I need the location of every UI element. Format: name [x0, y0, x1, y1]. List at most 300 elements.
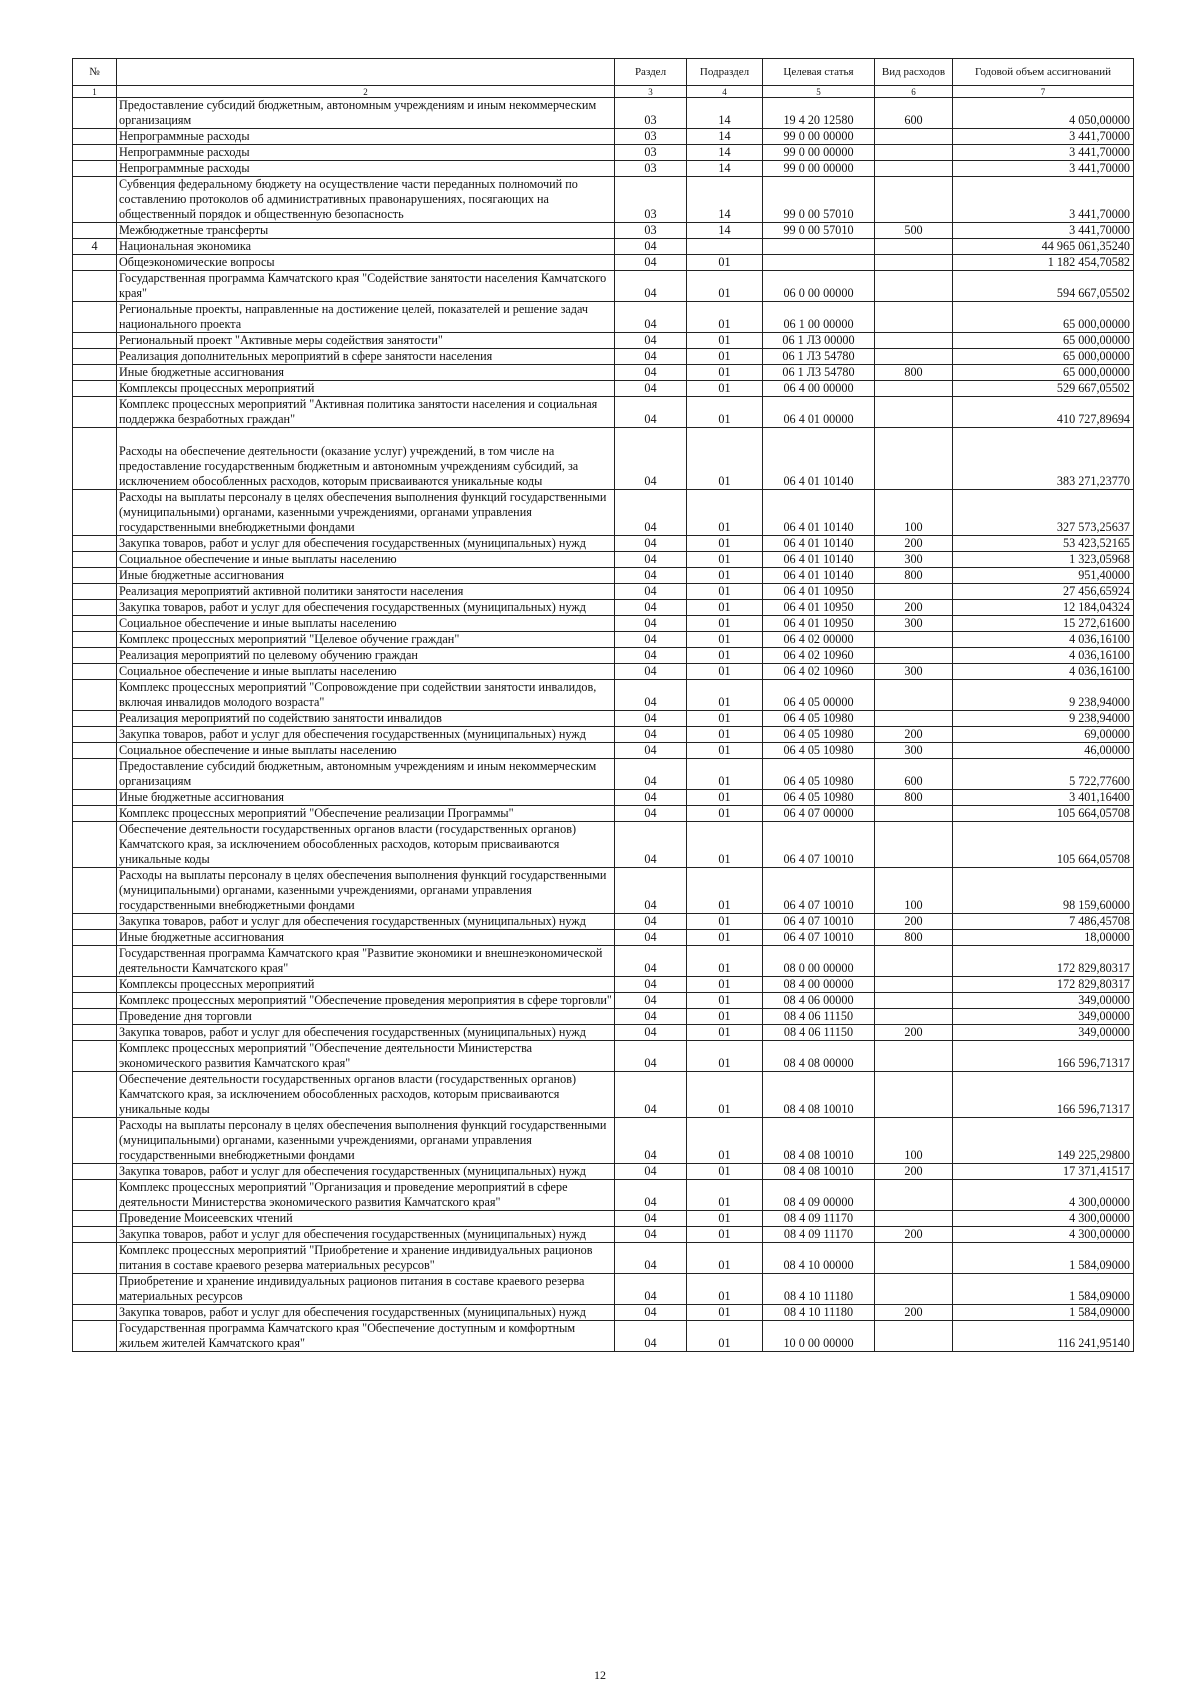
budget-table-sheet [72, 58, 1133, 1352]
table-row [73, 428, 1134, 490]
row-section: 04 [615, 616, 687, 632]
table-row [73, 536, 1134, 552]
row-number [73, 98, 117, 129]
row-amount: 529 667,05502 [953, 381, 1134, 397]
row-section: 04 [615, 255, 687, 271]
row-number [73, 568, 117, 584]
row-section: 04 [615, 680, 687, 711]
row-target-article: 06 4 07 10010 [763, 822, 875, 868]
row-expense-type [875, 255, 953, 271]
row-amount: 349,00000 [953, 1009, 1134, 1025]
row-target-article: 06 4 02 10960 [763, 664, 875, 680]
row-subsection: 01 [687, 1164, 763, 1180]
row-name: Субвенция федеральному бюджету на осуществление части переданных полномочий по составлению протоколов об административных правонарушениях, посягающих на общественный порядок и общественную безопасность [117, 177, 615, 223]
table-row [73, 397, 1134, 428]
row-expense-type: 300 [875, 552, 953, 568]
row-name: Комплекс процессных мероприятий "Организация и проведение мероприятий в сфере деятельности Министерства экономического развития Камчатского края" [117, 1180, 615, 1211]
row-subsection: 01 [687, 428, 763, 490]
row-number [73, 177, 117, 223]
row-section: 04 [615, 428, 687, 490]
row-subsection: 01 [687, 977, 763, 993]
row-name: Реализация дополнительных мероприятий в сфере занятости населения [117, 349, 615, 365]
row-amount: 4 300,00000 [953, 1180, 1134, 1211]
row-expense-type: 200 [875, 727, 953, 743]
row-name: Закупка товаров, работ и услуг для обеспечения государственных (муниципальных) нужд [117, 914, 615, 930]
row-name: Закупка товаров, работ и услуг для обеспечения государственных (муниципальных) нужд [117, 1025, 615, 1041]
row-target-article: 06 1 Л3 54780 [763, 365, 875, 381]
row-subsection: 01 [687, 727, 763, 743]
row-number [73, 648, 117, 664]
row-amount: 9 238,94000 [953, 711, 1134, 727]
row-name: Региональные проекты, направленные на достижение целей, показателей и решение задач национального проекта [117, 302, 615, 333]
table-row [73, 1180, 1134, 1211]
row-section: 04 [615, 271, 687, 302]
row-amount: 3 441,70000 [953, 223, 1134, 239]
row-target-article: 99 0 00 00000 [763, 145, 875, 161]
row-target-article: 06 4 01 10140 [763, 428, 875, 490]
row-subsection: 01 [687, 490, 763, 536]
row-amount: 327 573,25637 [953, 490, 1134, 536]
row-section: 04 [615, 1227, 687, 1243]
row-expense-type [875, 1072, 953, 1118]
row-amount: 105 664,05708 [953, 806, 1134, 822]
row-name: Комплексы процессных мероприятий [117, 977, 615, 993]
row-amount: 9 238,94000 [953, 680, 1134, 711]
header-number: № [73, 59, 117, 86]
row-target-article: 06 4 01 10950 [763, 600, 875, 616]
row-amount: 65 000,00000 [953, 333, 1134, 349]
row-name: Реализация мероприятий по содействию занятости инвалидов [117, 711, 615, 727]
row-amount: 12 184,04324 [953, 600, 1134, 616]
row-name: Комплексы процессных мероприятий [117, 381, 615, 397]
row-section: 03 [615, 145, 687, 161]
row-amount: 3 441,70000 [953, 129, 1134, 145]
header-number-3: 3 [615, 86, 687, 98]
row-subsection: 01 [687, 1180, 763, 1211]
row-target-article: 08 4 06 00000 [763, 993, 875, 1009]
row-number [73, 1009, 117, 1025]
row-section: 03 [615, 161, 687, 177]
row-name: Комплекс процессных мероприятий "Приобретение и хранение индивидуальных рационов питания в составе краевого резерва материальных ресурсов" [117, 1243, 615, 1274]
row-amount: 4 036,16100 [953, 664, 1134, 680]
header-number-1: 1 [73, 86, 117, 98]
row-number [73, 490, 117, 536]
row-section: 04 [615, 536, 687, 552]
header-subsection: Подраздел [687, 59, 763, 86]
row-section: 04 [615, 868, 687, 914]
table-row [73, 255, 1134, 271]
row-target-article: 08 4 08 00000 [763, 1041, 875, 1072]
table-row [73, 759, 1134, 790]
row-section: 04 [615, 1211, 687, 1227]
row-target-article: 06 4 05 10980 [763, 759, 875, 790]
page-number: 12 [594, 1668, 606, 1682]
row-name: Закупка товаров, работ и услуг для обеспечения государственных (муниципальных) нужд [117, 536, 615, 552]
table-row [73, 648, 1134, 664]
row-subsection: 01 [687, 914, 763, 930]
row-expense-type [875, 1180, 953, 1211]
row-name: Социальное обеспечение и иные выплаты населению [117, 552, 615, 568]
row-subsection: 14 [687, 223, 763, 239]
row-name: Закупка товаров, работ и услуг для обеспечения государственных (муниципальных) нужд [117, 727, 615, 743]
table-row [73, 239, 1134, 255]
table-row [73, 711, 1134, 727]
header-number-5: 5 [763, 86, 875, 98]
row-section: 04 [615, 806, 687, 822]
row-expense-type: 200 [875, 1164, 953, 1180]
row-subsection: 01 [687, 381, 763, 397]
row-amount: 65 000,00000 [953, 349, 1134, 365]
row-subsection: 01 [687, 993, 763, 1009]
row-amount: 4 050,00000 [953, 98, 1134, 129]
row-name: Комплекс процессных мероприятий "Обеспечение реализации Программы" [117, 806, 615, 822]
row-name: Межбюджетные трансферты [117, 223, 615, 239]
table-body [73, 98, 1134, 1352]
row-name: Региональный проект "Активные меры содействия занятости" [117, 333, 615, 349]
table-row [73, 552, 1134, 568]
row-target-article: 06 4 02 00000 [763, 632, 875, 648]
row-target-article: 06 0 00 00000 [763, 271, 875, 302]
row-subsection: 01 [687, 930, 763, 946]
row-name: Государственная программа Камчатского края "Содействие занятости населения Камчатского края" [117, 271, 615, 302]
table-row [73, 1321, 1134, 1352]
row-expense-type: 200 [875, 536, 953, 552]
row-target-article: 99 0 00 57010 [763, 223, 875, 239]
row-target-article: 08 4 06 11150 [763, 1009, 875, 1025]
row-subsection: 01 [687, 711, 763, 727]
row-section: 04 [615, 822, 687, 868]
row-section: 04 [615, 1305, 687, 1321]
row-amount: 5 722,77600 [953, 759, 1134, 790]
row-name: Обеспечение деятельности государственных органов власти (государственных органов) Камчатского края, за исключением обособленных расходов, которым присваиваются уникальные коды [117, 822, 615, 868]
table-row [73, 584, 1134, 600]
row-amount: 65 000,00000 [953, 302, 1134, 333]
row-subsection: 14 [687, 129, 763, 145]
table-row [73, 1305, 1134, 1321]
row-target-article: 06 1 Л3 54780 [763, 349, 875, 365]
row-number [73, 1180, 117, 1211]
row-target-article: 06 4 02 10960 [763, 648, 875, 664]
row-section: 03 [615, 177, 687, 223]
row-number [73, 129, 117, 145]
row-amount: 98 159,60000 [953, 868, 1134, 914]
row-amount: 18,00000 [953, 930, 1134, 946]
row-expense-type [875, 145, 953, 161]
row-subsection: 01 [687, 397, 763, 428]
row-name: Расходы на выплаты персоналу в целях обеспечения выполнения функций государственными (муниципальными) органами, казенными учреждениями, органами управления государственными внебюджетными фондами [117, 1118, 615, 1164]
row-number [73, 806, 117, 822]
row-section: 04 [615, 664, 687, 680]
row-expense-type [875, 161, 953, 177]
row-name: Комплекс процессных мероприятий "Обеспечение деятельности Министерства экономического развития Камчатского края" [117, 1041, 615, 1072]
row-number [73, 727, 117, 743]
row-number [73, 1243, 117, 1274]
row-number [73, 616, 117, 632]
row-number [73, 993, 117, 1009]
row-section: 04 [615, 239, 687, 255]
row-amount: 172 829,80317 [953, 977, 1134, 993]
row-expense-type [875, 333, 953, 349]
row-number [73, 552, 117, 568]
row-number [73, 333, 117, 349]
table-row [73, 1025, 1134, 1041]
row-number [73, 759, 117, 790]
row-subsection: 01 [687, 536, 763, 552]
row-amount: 349,00000 [953, 1025, 1134, 1041]
row-subsection: 01 [687, 600, 763, 616]
row-number [73, 946, 117, 977]
row-subsection: 01 [687, 680, 763, 711]
row-subsection: 01 [687, 1227, 763, 1243]
row-amount: 149 225,29800 [953, 1118, 1134, 1164]
row-target-article: 06 4 01 10140 [763, 536, 875, 552]
row-name: Комплекс процессных мероприятий "Активная политика занятости населения и социальная поддержка безработных граждан" [117, 397, 615, 428]
row-target-article: 08 4 08 10010 [763, 1164, 875, 1180]
row-expense-type [875, 946, 953, 977]
row-amount: 116 241,95140 [953, 1321, 1134, 1352]
row-subsection: 01 [687, 616, 763, 632]
row-target-article: 06 4 05 10980 [763, 711, 875, 727]
table-row [73, 1243, 1134, 1274]
row-expense-type [875, 822, 953, 868]
row-amount: 1 584,09000 [953, 1243, 1134, 1274]
table-row [73, 790, 1134, 806]
row-subsection: 01 [687, 1274, 763, 1305]
row-target-article: 19 4 20 12580 [763, 98, 875, 129]
row-number [73, 743, 117, 759]
row-expense-type: 800 [875, 790, 953, 806]
row-name: Иные бюджетные ассигнования [117, 365, 615, 381]
row-section: 04 [615, 1321, 687, 1352]
row-expense-type [875, 1243, 953, 1274]
row-name: Государственная программа Камчатского края "Обеспечение доступным и комфортным жильем жителей Камчатского края" [117, 1321, 615, 1352]
row-target-article: 08 4 10 11180 [763, 1274, 875, 1305]
row-number [73, 302, 117, 333]
row-amount: 4 300,00000 [953, 1227, 1134, 1243]
row-number [73, 711, 117, 727]
row-amount: 1 323,05968 [953, 552, 1134, 568]
row-subsection: 01 [687, 946, 763, 977]
row-name: Расходы на обеспечение деятельности (оказание услуг) учреждений, в том числе на предоставление государственным бюджетным и автономным учреждениям субсидий, за исключением обособленных расходов, которым присваиваются уникальные коды [117, 428, 615, 490]
row-target-article: 06 4 01 00000 [763, 397, 875, 428]
row-section: 04 [615, 333, 687, 349]
row-name: Социальное обеспечение и иные выплаты населению [117, 616, 615, 632]
row-number [73, 1164, 117, 1180]
table-row [73, 822, 1134, 868]
row-number [73, 255, 117, 271]
table-row [73, 98, 1134, 129]
row-section: 04 [615, 1180, 687, 1211]
row-target-article: 06 4 07 10010 [763, 868, 875, 914]
row-amount: 1 584,09000 [953, 1305, 1134, 1321]
row-target-article: 06 4 05 10980 [763, 790, 875, 806]
row-expense-type [875, 806, 953, 822]
row-amount: 44 965 061,35240 [953, 239, 1134, 255]
table-row [73, 727, 1134, 743]
row-expense-type [875, 977, 953, 993]
row-name: Комплекс процессных мероприятий "Обеспечение проведения мероприятия в сфере торговли" [117, 993, 615, 1009]
row-expense-type [875, 648, 953, 664]
row-number [73, 930, 117, 946]
row-subsection: 01 [687, 759, 763, 790]
row-expense-type [875, 1009, 953, 1025]
row-subsection: 01 [687, 1211, 763, 1227]
row-name: Общеэкономические вопросы [117, 255, 615, 271]
table-row [73, 271, 1134, 302]
row-name: Закупка товаров, работ и услуг для обеспечения государственных (муниципальных) нужд [117, 1305, 615, 1321]
row-expense-type: 600 [875, 98, 953, 129]
table-row [73, 145, 1134, 161]
row-subsection: 01 [687, 568, 763, 584]
row-expense-type [875, 1321, 953, 1352]
row-name: Закупка товаров, работ и услуг для обеспечения государственных (муниципальных) нужд [117, 1164, 615, 1180]
row-expense-type [875, 711, 953, 727]
header-number-6: 6 [875, 86, 953, 98]
row-target-article: 08 4 09 11170 [763, 1211, 875, 1227]
row-subsection: 01 [687, 1305, 763, 1321]
row-section: 04 [615, 381, 687, 397]
row-number [73, 1118, 117, 1164]
header-expense-type: Вид расходов [875, 59, 953, 86]
row-amount: 4 300,00000 [953, 1211, 1134, 1227]
row-subsection: 01 [687, 822, 763, 868]
table-row [73, 914, 1134, 930]
table-row [73, 993, 1134, 1009]
row-target-article: 99 0 00 57010 [763, 177, 875, 223]
row-section: 04 [615, 1164, 687, 1180]
row-target-article: 99 0 00 00000 [763, 161, 875, 177]
header-number-2: 2 [117, 86, 615, 98]
row-target-article: 06 4 01 10140 [763, 552, 875, 568]
row-name: Расходы на выплаты персоналу в целях обеспечения выполнения функций государственными (муниципальными) органами, казенными учреждениями, органами управления государственными внебюджетными фондами [117, 490, 615, 536]
row-name: Непрограммные расходы [117, 145, 615, 161]
row-section: 04 [615, 1009, 687, 1025]
row-amount: 166 596,71317 [953, 1041, 1134, 1072]
row-expense-type [875, 1041, 953, 1072]
row-number: 4 [73, 239, 117, 255]
row-section: 04 [615, 711, 687, 727]
table-row [73, 600, 1134, 616]
row-subsection: 01 [687, 1243, 763, 1274]
table-row [73, 381, 1134, 397]
row-section: 04 [615, 648, 687, 664]
row-amount: 105 664,05708 [953, 822, 1134, 868]
row-expense-type: 500 [875, 223, 953, 239]
row-number [73, 1025, 117, 1041]
table-row [73, 1211, 1134, 1227]
row-name: Реализация мероприятий по целевому обучению граждан [117, 648, 615, 664]
row-number [73, 223, 117, 239]
row-section: 04 [615, 1118, 687, 1164]
row-name: Закупка товаров, работ и услуг для обеспечения государственных (муниципальных) нужд [117, 1227, 615, 1243]
row-number [73, 790, 117, 806]
row-target-article: 10 0 00 00000 [763, 1321, 875, 1352]
row-expense-type [875, 349, 953, 365]
row-section: 04 [615, 1025, 687, 1041]
header-section: Раздел [615, 59, 687, 86]
row-name: Проведение дня торговли [117, 1009, 615, 1025]
row-name: Предоставление субсидий бюджетным, автономным учреждениям и иным некоммерческим организациям [117, 98, 615, 129]
row-name: Реализация мероприятий активной политики занятости населения [117, 584, 615, 600]
row-amount: 951,40000 [953, 568, 1134, 584]
row-number [73, 536, 117, 552]
row-expense-type [875, 1274, 953, 1305]
row-name: Приобретение и хранение индивидуальных рационов питания в составе краевого резерва материальных ресурсов [117, 1274, 615, 1305]
row-subsection: 14 [687, 161, 763, 177]
table-row [73, 680, 1134, 711]
row-name: Государственная программа Камчатского края "Развитие экономики и внешнеэкономической деятельности Камчатского края" [117, 946, 615, 977]
row-expense-type [875, 584, 953, 600]
row-amount: 46,00000 [953, 743, 1134, 759]
table-row [73, 349, 1134, 365]
row-expense-type [875, 239, 953, 255]
row-expense-type [875, 428, 953, 490]
row-subsection: 01 [687, 806, 763, 822]
row-target-article: 06 1 Л3 00000 [763, 333, 875, 349]
row-expense-type [875, 177, 953, 223]
row-amount: 594 667,05502 [953, 271, 1134, 302]
row-target-article: 06 4 05 00000 [763, 680, 875, 711]
row-amount: 4 036,16100 [953, 632, 1134, 648]
row-amount: 166 596,71317 [953, 1072, 1134, 1118]
row-number [73, 1305, 117, 1321]
row-target-article: 08 4 09 00000 [763, 1180, 875, 1211]
row-section: 04 [615, 914, 687, 930]
header-target-article: Целевая статья [763, 59, 875, 86]
header-annual-amount: Годовой объем ассигнований [953, 59, 1134, 86]
row-number [73, 397, 117, 428]
row-target-article: 06 1 00 00000 [763, 302, 875, 333]
row-target-article: 06 4 01 10140 [763, 490, 875, 536]
row-number [73, 868, 117, 914]
row-amount: 15 272,61600 [953, 616, 1134, 632]
row-amount: 4 036,16100 [953, 648, 1134, 664]
row-number [73, 1274, 117, 1305]
row-section: 04 [615, 993, 687, 1009]
row-section: 04 [615, 490, 687, 536]
row-subsection: 01 [687, 664, 763, 680]
row-subsection: 01 [687, 1072, 763, 1118]
row-amount: 3 441,70000 [953, 161, 1134, 177]
table-row [73, 223, 1134, 239]
row-number [73, 1321, 117, 1352]
header-row [73, 59, 1134, 86]
row-amount: 383 271,23770 [953, 428, 1134, 490]
budget-table [72, 58, 1134, 1352]
row-number [73, 145, 117, 161]
row-subsection: 01 [687, 1118, 763, 1164]
row-subsection: 01 [687, 333, 763, 349]
row-subsection: 14 [687, 145, 763, 161]
row-expense-type [875, 1211, 953, 1227]
row-name: Обеспечение деятельности государственных органов власти (государственных органов) Камчатского края, за исключением обособленных расходов, которым присваиваются уникальные коды [117, 1072, 615, 1118]
row-target-article: 06 4 07 10010 [763, 930, 875, 946]
row-target-article: 08 4 00 00000 [763, 977, 875, 993]
row-target-article: 08 4 09 11170 [763, 1227, 875, 1243]
row-expense-type [875, 381, 953, 397]
row-target-article: 06 4 00 00000 [763, 381, 875, 397]
table-row [73, 1274, 1134, 1305]
row-target-article: 06 4 01 10950 [763, 584, 875, 600]
row-name: Закупка товаров, работ и услуг для обеспечения государственных (муниципальных) нужд [117, 600, 615, 616]
row-number [73, 365, 117, 381]
row-expense-type: 100 [875, 490, 953, 536]
row-target-article: 06 4 05 10980 [763, 743, 875, 759]
row-subsection: 01 [687, 632, 763, 648]
row-expense-type [875, 271, 953, 302]
table-row [73, 1041, 1134, 1072]
row-section: 04 [615, 743, 687, 759]
